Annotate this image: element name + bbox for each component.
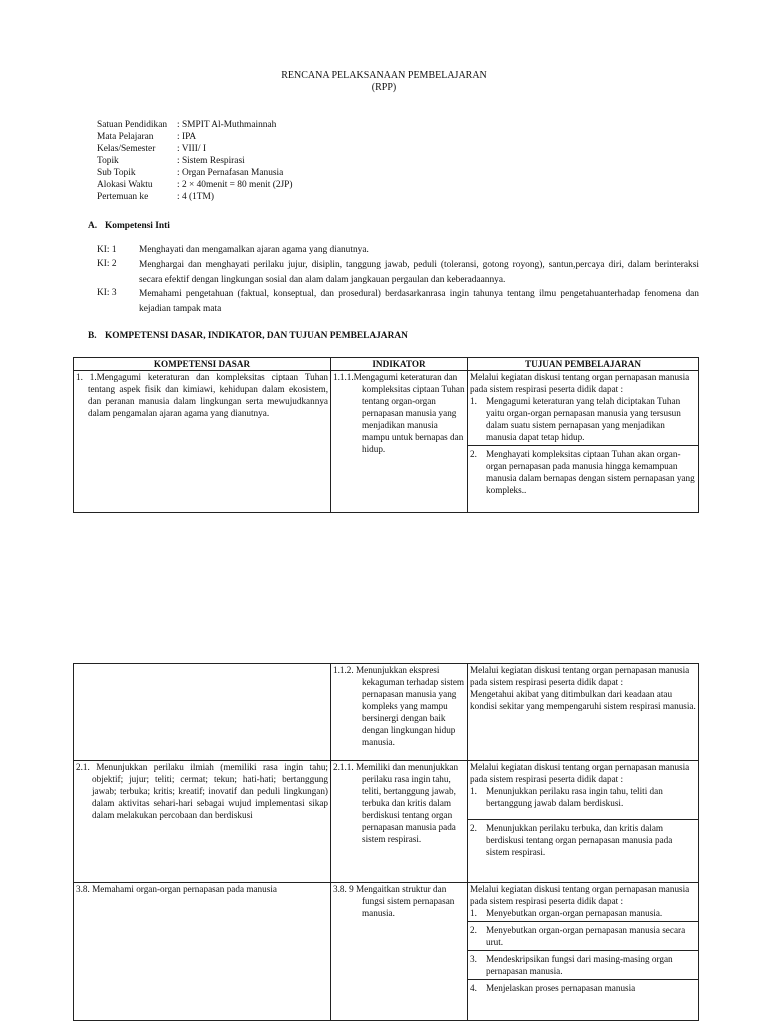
tujuan-num: 2. xyxy=(470,823,477,833)
identity-label: Topik xyxy=(97,156,119,166)
indikator-text: 2.1.1. Memiliki dan menunjukkan perilaku rasa ingin tahu, teliti, bertanggung jawab, terbuka dan kritis dalam berdiskusi tentang organ pernapasan manusia pada sistem respirasi. xyxy=(333,762,459,844)
identity-row xyxy=(97,167,293,179)
tujuan-intro: Melalui kegiatan diskusi tentang organ pernapasan manusia pada sistem respirasi peserta didik dapat : xyxy=(470,665,690,687)
identity-label: Mata Pelajaran xyxy=(97,132,154,142)
section-b-heading xyxy=(88,330,408,342)
tujuan-num: 4. xyxy=(470,983,477,993)
ki-item xyxy=(97,258,699,288)
identity-label: Pertemuan ke xyxy=(97,192,149,202)
indikator-text: 3.8. 9 Mengaitkan struktur dan fungsi sistem pernapasan manusia. xyxy=(333,884,455,918)
tujuan-item xyxy=(470,907,696,919)
ki-item xyxy=(97,244,699,256)
identity-label: Alokasi Waktu xyxy=(97,180,153,190)
tujuan-cell xyxy=(468,883,699,1021)
identity-label: Kelas/Semester xyxy=(97,144,156,154)
ki-code: KI: 2 xyxy=(97,259,117,269)
section-b-letter: B. xyxy=(88,331,97,341)
kd-text: 2.1. Menunjukkan perilaku ilmiah (memiliki rasa ingin tahu; objektif; jujur; teliti; cermat; tekun; hati-hati; bertanggung jawab; terbuka; kritis; kreatif; inovatif dan peduli lingkungan) dalam aktivitas sehari-hari sebagai wujud implementasi sikap dalam melakukan percobaan dan berdiskusi xyxy=(76,762,328,820)
ki-text: Menghayati dan mengamalkan ajaran agama yang dianutnya. xyxy=(139,245,369,255)
competency-table-1 xyxy=(73,357,699,513)
identity-value: : IPA xyxy=(177,132,197,142)
header-kompetensi-dasar: KOMPETENSI DASAR xyxy=(74,358,331,371)
identity-value: : 4 (1TM) xyxy=(177,192,214,202)
tujuan-intro: Melalui kegiatan diskusi tentang organ pernapasan manusia pada sistem respirasi peserta didik dapat : xyxy=(470,884,690,906)
identity-value: : 2 × 40menit = 80 menit (2JP) xyxy=(177,180,293,190)
tujuan-intro: Melalui kegiatan diskusi tentang organ pernapasan manusia pada sistem respirasi peserta didik dapat : xyxy=(470,762,690,784)
kd-text: 1. 1.Mengagumi keteraturan dan kompleksitas ciptaan Tuhan tentang aspek fisik dan kimiawi, kehidupan dalam ekosistem, dan peranan manusia dalam lingkungan serta mewujudkannya dalam pengamalan ajaran agama yang dianutnya. xyxy=(76,372,328,418)
tujuan-text: Mengagumi keteraturan yang telah diciptakan Tuhan yaitu organ-organ pernapasan manusia yang tersusun dalam suatu sistem pernapasan yang menjadikan manusia dapat tetap hidup. xyxy=(486,396,681,442)
tujuan-intro: Melalui kegiatan diskusi tentang organ pernapasan manusia pada sistem respirasi peserta didik dapat : xyxy=(470,372,690,394)
document-title: RENCANA PELAKSANAAN PEMBELAJARAN xyxy=(281,70,487,81)
kd-cell: 3.8. Memahami organ-organ pernapasan pada manusia xyxy=(74,883,331,1021)
tujuan-cell xyxy=(468,664,699,761)
indikator-text: 1.1.1.Mengagumi keteraturan dan kompleksitas ciptaan Tuhan tentang organ-organ pernapasan manusia yang menjadikan manusia mampu untuk bernapas dan hidup. xyxy=(333,372,465,454)
section-a-title: Kompetensi Inti xyxy=(105,221,170,231)
document-subtitle: (RPP) xyxy=(371,82,397,93)
identity-row xyxy=(97,119,293,131)
header-tujuan: TUJUAN PEMBELAJARAN xyxy=(468,358,699,371)
identity-row xyxy=(97,131,293,143)
tujuan-item xyxy=(468,445,698,496)
tujuan-item xyxy=(468,950,698,977)
section-a-heading xyxy=(88,220,170,232)
tujuan-num: 1. xyxy=(470,908,477,918)
tujuan-text: Menyebutkan organ-organ pernapasan manusia. xyxy=(486,908,663,918)
section-b-title: KOMPETENSI DASAR, INDIKATOR, DAN TUJUAN PEMBELAJARAN xyxy=(105,331,408,341)
identity-value: : Organ Pernafasan Manusia xyxy=(177,168,284,178)
tujuan-text: Mengetahui akibat yang ditimbulkan dari keadaan atau kondisi sekitar yang mempengaruhi sistem respirasi manusia. xyxy=(470,689,696,711)
tujuan-text: Menyebutkan organ-organ pernapasan manusia secara urut. xyxy=(486,925,686,947)
indikator-cell xyxy=(331,664,468,761)
header-indikator: INDIKATOR xyxy=(331,358,468,371)
identity-block xyxy=(97,119,293,203)
tujuan-item xyxy=(468,979,698,994)
tujuan-text: Menunjukkan perilaku terbuka, dan kritis dalam berdiskusi tentang organ pernapasan manusia pada sistem respirasi. xyxy=(486,823,673,857)
tujuan-text: Menjelaskan proses pernapasan manusia xyxy=(486,983,636,993)
identity-value: : SMPIT Al-Muthmainnah xyxy=(177,120,277,130)
ki-item xyxy=(97,287,699,317)
tujuan-num: 1. xyxy=(470,786,477,796)
tujuan-num: 2. xyxy=(470,925,477,935)
tujuan-num: 2. xyxy=(470,449,477,459)
tujuan-cell xyxy=(468,371,699,513)
ki-code: KI: 1 xyxy=(97,245,117,255)
kd-cell xyxy=(74,371,331,513)
identity-row xyxy=(97,143,293,155)
tujuan-cell xyxy=(468,761,699,883)
ki-text: Memahami pengetahuan (faktual, konseptual, dan prosedural) berdasarkanrasa ingin tahunya tentang ilmu pengetahuanterhadap fenomena dan kejadian tampak mata xyxy=(139,289,699,314)
identity-row xyxy=(97,179,293,191)
tujuan-text: Mendeskripsikan fungsi dari masing-masing organ pernapasan manusia. xyxy=(486,954,673,976)
competency-table-2 xyxy=(73,663,699,1021)
identity-label: Sub Topik xyxy=(97,168,136,178)
identity-row xyxy=(97,155,293,167)
indikator-cell xyxy=(331,371,468,513)
identity-value: : Sistem Respirasi xyxy=(177,156,245,166)
identity-value: : VIII/ I xyxy=(177,144,206,154)
identity-label: Satuan Pendidikan xyxy=(97,120,168,130)
kd-cell xyxy=(74,761,331,883)
tujuan-item xyxy=(468,819,698,858)
tujuan-item xyxy=(470,395,696,443)
tujuan-text: Menunjukkan perilaku rasa ingin tahu, teliti dan bertanggung jawab dalam berdiskusi. xyxy=(486,786,663,808)
ki-text: Menghargai dan menghayati perilaku jujur, disiplin, tanggung jawab, peduli (toleransi, gotong royong), santun,percaya diri, dalam berinteraksi secara efektif dengan lingkungan sosial dan alam dalam jangkauan pergaulan dan keberadaannya. xyxy=(139,260,699,285)
ki-code: KI: 3 xyxy=(97,288,117,298)
section-a-letter: A. xyxy=(88,221,98,231)
tujuan-item xyxy=(468,921,698,948)
tujuan-num: 3. xyxy=(470,954,477,964)
indikator-cell xyxy=(331,883,468,1021)
indikator-cell xyxy=(331,761,468,883)
tujuan-item xyxy=(470,785,696,817)
indikator-text: 1.1.2. Menunjukkan ekspresi kekaguman terhadap sistem pernapasan manusia yang kompleks yang mampu bersinergi dengan baik dengan lingkungan hidup manusia. xyxy=(333,665,465,747)
identity-row xyxy=(97,191,293,203)
tujuan-text: Menghayati kompleksitas ciptaan Tuhan akan organ-organ pernapasan pada manusia hingga kemampuan manusia dalam bernapas dengan sistem pernapasan yang kompleks.. xyxy=(486,449,695,495)
kd-cell xyxy=(74,664,331,761)
tujuan-num: 1. xyxy=(470,396,477,406)
